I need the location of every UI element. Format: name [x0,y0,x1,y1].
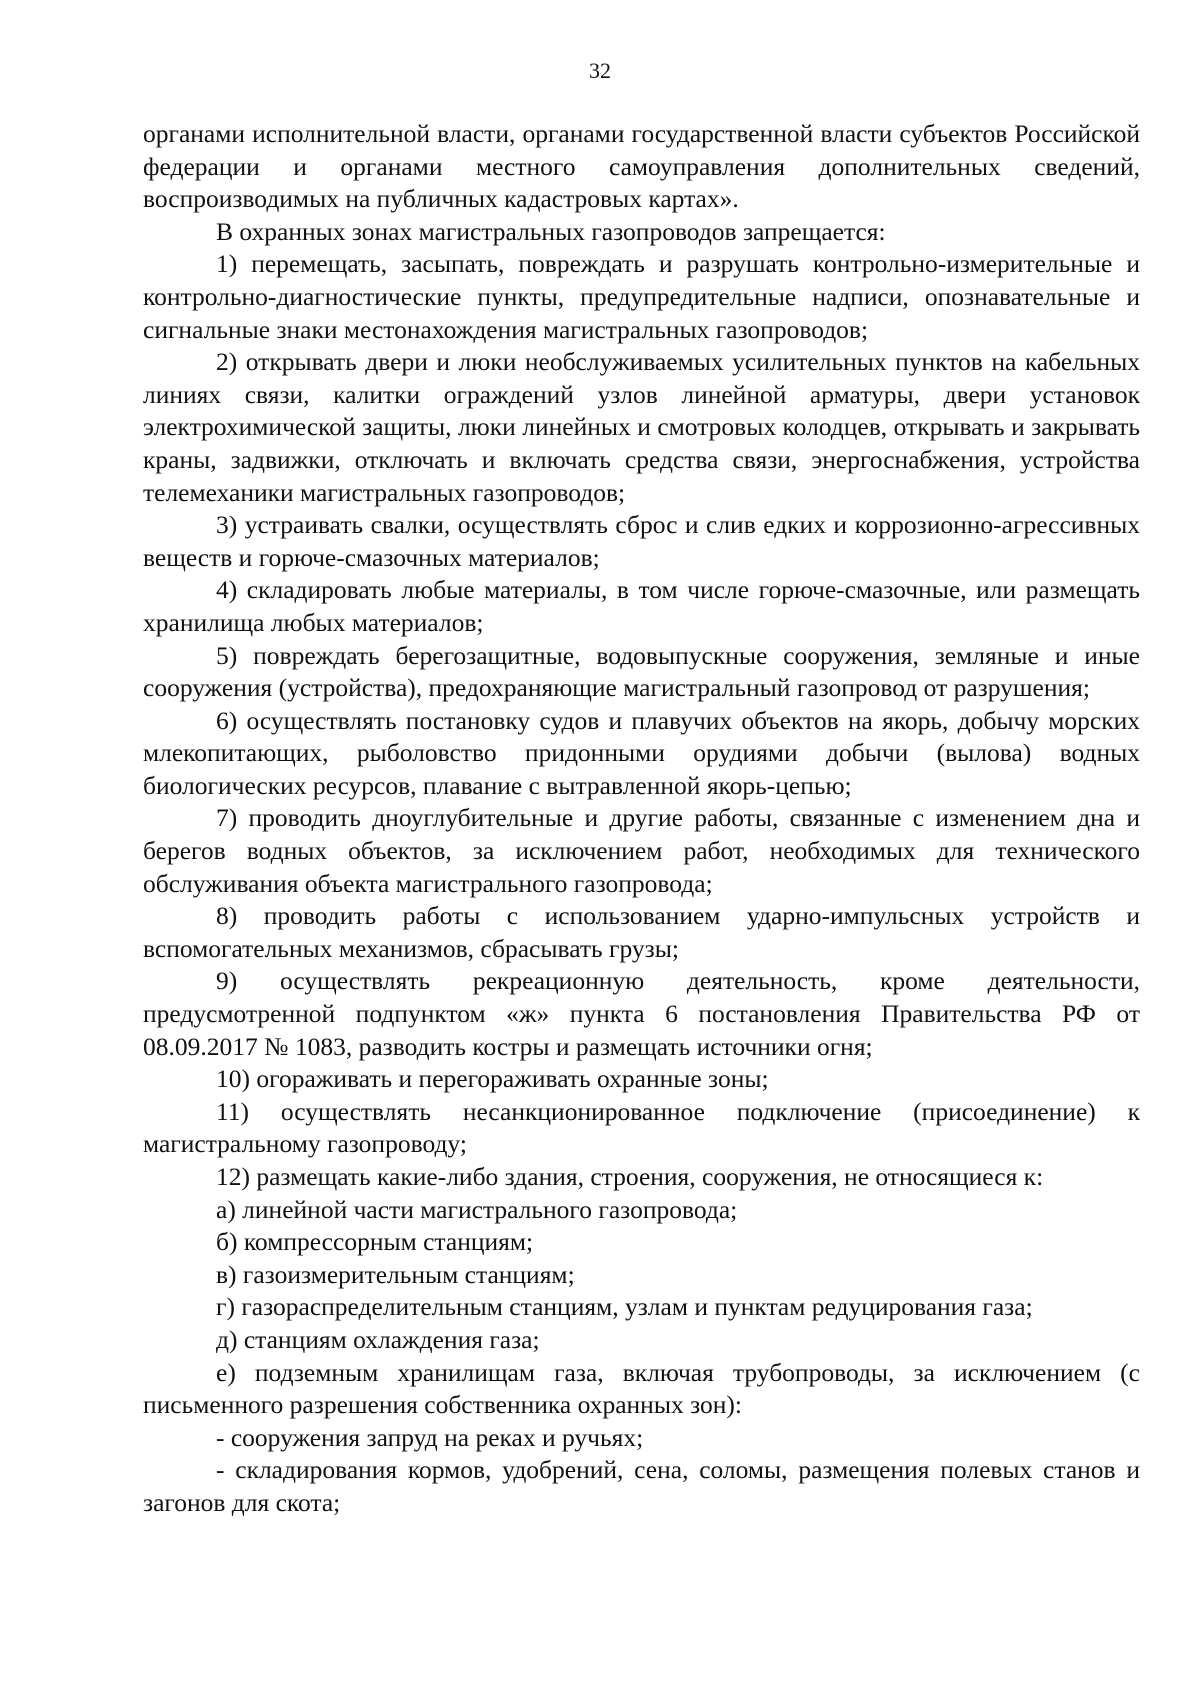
page-number: 32 [589,58,611,83]
list-item-6: 6) осуществлять постановку судов и плавучих объектов на якорь, добычу морских млекопитающих, рыболовство придонными орудиями добычи (вылова) водных биологических ресурсов, плавание с вытравленной якорь-цепью; [143,705,1140,800]
sub-item-v: в) газоизмерительным станциям; [216,1259,575,1289]
list-item-9: 9) осуществлять рекреационную деятельность, кроме деятельности, предусмотренной подпунктом «ж» пункта 6 постановления Правительства РФ от 08.09.2017 № 1083, разводить костры и размещать источники огня; [143,966,1140,1061]
sub-item-e: е) подземным хранилищам газа, включая трубопроводы, за исключением (с письменного разрешения собственника охранных зон): [143,1357,1140,1420]
list-item-1: 1) перемещать, засыпать, повреждать и разрушать контрольно-измерительные и контрольно-диагностические пункты, предупредительные надписи, опознавательные и сигнальные знаки местонахождения магистральных газопроводов; [143,249,1140,344]
list-item-11: 11) осуществлять несанкционированное подключение (присоединение) к магистральному газопроводу; [143,1096,1140,1159]
sub-item-a: а) линейной части магистрального газопровода; [216,1194,738,1224]
sub-item-b: б) компрессорным станциям; [216,1227,534,1257]
document-body [143,118,1140,1520]
list-item-3: 3) устраивать свалки, осуществлять сброс и слив едких и коррозионно-агрессивных веществ и горюче-смазочных материалов; [143,510,1140,572]
list-item-7: 7) проводить дноуглубительные и другие работы, связанные с изменением дна и берегов водных объектов, за исключением работ, необходимых для технического обслуживания объекта магистрального газопровода; [143,803,1140,898]
exception-item-2: - складирования кормов, удобрений, сена, соломы, размещения полевых станов и загонов для скота; [143,1455,1140,1517]
list-item-10: 10) огораживать и перегораживать охранные зоны; [216,1064,769,1094]
list-item-12: 12) размещать какие-либо здания, строения, сооружения, не относящиеся к: [216,1162,1044,1191]
paragraph-continuation: органами исполнительной власти, органами государственной власти субъектов Российской федерации и органами местного самоуправления дополнительных сведений, воспроизводимых на публичных кадастровых картах». [143,119,1140,214]
sub-item-d: д) станциям охлаждения газа; [216,1324,540,1354]
sub-item-g: г) газораспределительным станциям, узлам и пунктам редуцирования газа; [216,1292,1033,1322]
paragraph-prohibitions-intro: В охранных зонах магистральных газопроводов запрещается: [216,216,886,246]
exception-item-1: - сооружения запруд на реках и ручьях; [216,1422,644,1452]
list-item-8: 8) проводить работы с использованием ударно-импульсных устройств и вспомогательных механизмов, сбрасывать грузы; [143,901,1140,963]
list-item-5: 5) повреждать берегозащитные, водовыпускные сооружения, земляные и иные сооружения (устройства), предохраняющие магистральный газопровод от разрушения; [143,640,1140,703]
list-item-2: 2) открывать двери и люки необслуживаемых усилительных пунктов на кабельных линиях связи, калитки ограждений узлов линейной арматуры, двери установок электрохимической защиты, люки линейных и смотровых колодцев, открывать и закрывать краны, задвижки, отключать и включать средства связи, энергоснабжения, устройства телемеханики магистральных газопроводов; [143,347,1140,507]
list-item-4: 4) складировать любые материалы, в том числе горюче-смазочные, или размещать хранилища любых материалов; [143,575,1140,637]
